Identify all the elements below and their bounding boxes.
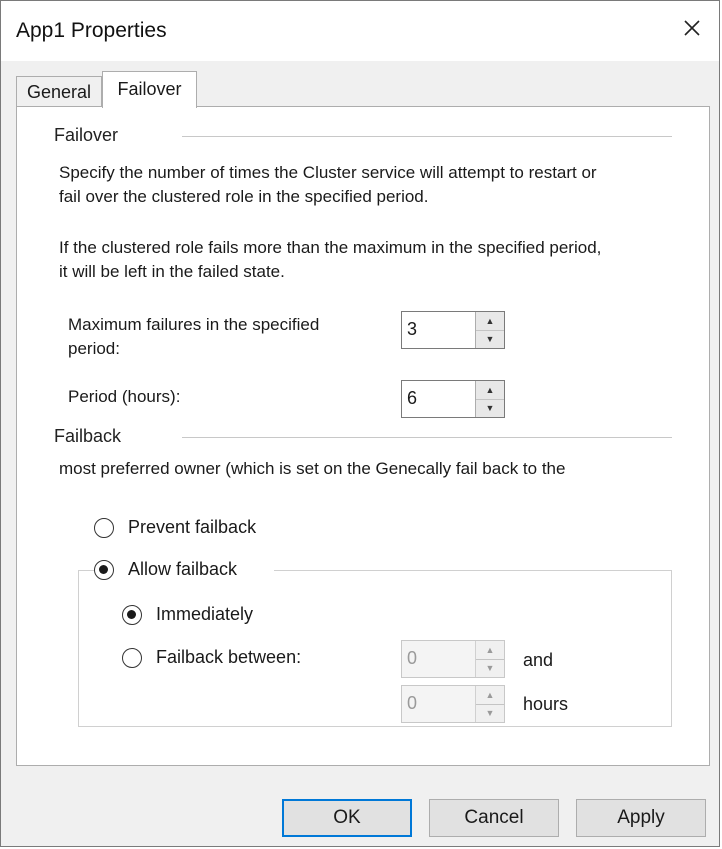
failback-description: most preferred owner (which is set on the Genecally fail back to the <box>59 459 566 478</box>
prevent-failback-radio-circle[interactable] <box>94 518 114 538</box>
spin-up-icon[interactable]: ▲ <box>476 641 504 660</box>
failover-description-line2: fail over the clustered role in the specified period. <box>59 187 429 206</box>
max-failures-label-line2: period: <box>68 339 120 358</box>
prevent-failback-label: Prevent failback <box>128 517 257 537</box>
radio-selected-dot <box>127 610 136 619</box>
spin-down-icon[interactable]: ▼ <box>485 403 495 413</box>
spin-down-icon[interactable]: ▼ <box>485 663 495 673</box>
close-button[interactable] <box>677 13 707 43</box>
tab-failover[interactable]: Failover <box>102 71 197 108</box>
period-spinner[interactable] <box>401 380 505 418</box>
max-failures-value[interactable]: 3 <box>407 319 418 339</box>
apply-button[interactable]: Apply <box>576 799 706 837</box>
period-value[interactable]: 6 <box>407 388 418 408</box>
failback-start-value[interactable]: 0 <box>407 648 418 668</box>
failback-between-label: Failback between: <box>156 647 302 667</box>
dialog-title: App1 Properties <box>16 19 167 42</box>
failover-group-title: Failover <box>54 125 119 145</box>
max-failures-spin-buttons <box>475 312 504 348</box>
failover-group-divider <box>182 136 672 137</box>
failover-tab-panel <box>16 106 710 766</box>
max-failures-label-line1: Maximum failures in the specified <box>68 315 320 334</box>
period-label: Period (hours): <box>68 387 181 406</box>
failback-start-spinner[interactable] <box>401 640 505 678</box>
failback-group-title: Failback <box>54 426 122 446</box>
spin-down-icon[interactable]: ▼ <box>485 708 495 718</box>
close-icon <box>683 19 701 37</box>
period-spin-buttons <box>475 381 504 417</box>
hours-label: hours <box>523 694 569 714</box>
cancel-button[interactable]: Cancel <box>429 799 559 837</box>
allow-failback-label: Allow failback <box>128 559 238 579</box>
and-label: and <box>523 650 554 670</box>
spin-up-icon[interactable]: ▲ <box>476 686 504 705</box>
failover-description-line1: Specify the number of times the Cluster service will attempt to restart or <box>59 163 597 182</box>
spin-down-icon[interactable]: ▼ <box>485 334 495 344</box>
failover-warning-line2: it will be left in the failed state. <box>59 262 285 281</box>
failback-group-divider <box>182 437 672 438</box>
ok-button[interactable]: OK <box>282 799 412 837</box>
failback-end-spinner[interactable] <box>401 685 505 723</box>
immediately-label: Immediately <box>156 604 254 624</box>
spin-up-icon[interactable]: ▲ <box>476 312 504 331</box>
title-bar <box>1 1 719 61</box>
failback-end-value[interactable]: 0 <box>407 693 418 713</box>
failback-start-spin-buttons <box>475 641 504 677</box>
spin-up-icon[interactable]: ▲ <box>476 381 504 400</box>
immediately-radio-circle[interactable] <box>122 605 142 625</box>
radio-selected-dot <box>99 565 108 574</box>
tab-general[interactable]: General <box>16 76 102 106</box>
allow-failback-radio[interactable] <box>94 557 274 585</box>
failback-between-radio-circle[interactable] <box>122 648 142 668</box>
failback-end-spin-buttons <box>475 686 504 722</box>
failover-warning-line1: If the clustered role fails more than the maximum in the specified period, <box>59 238 602 257</box>
max-failures-spinner[interactable] <box>401 311 505 349</box>
allow-failback-radio-circle[interactable] <box>94 560 114 580</box>
